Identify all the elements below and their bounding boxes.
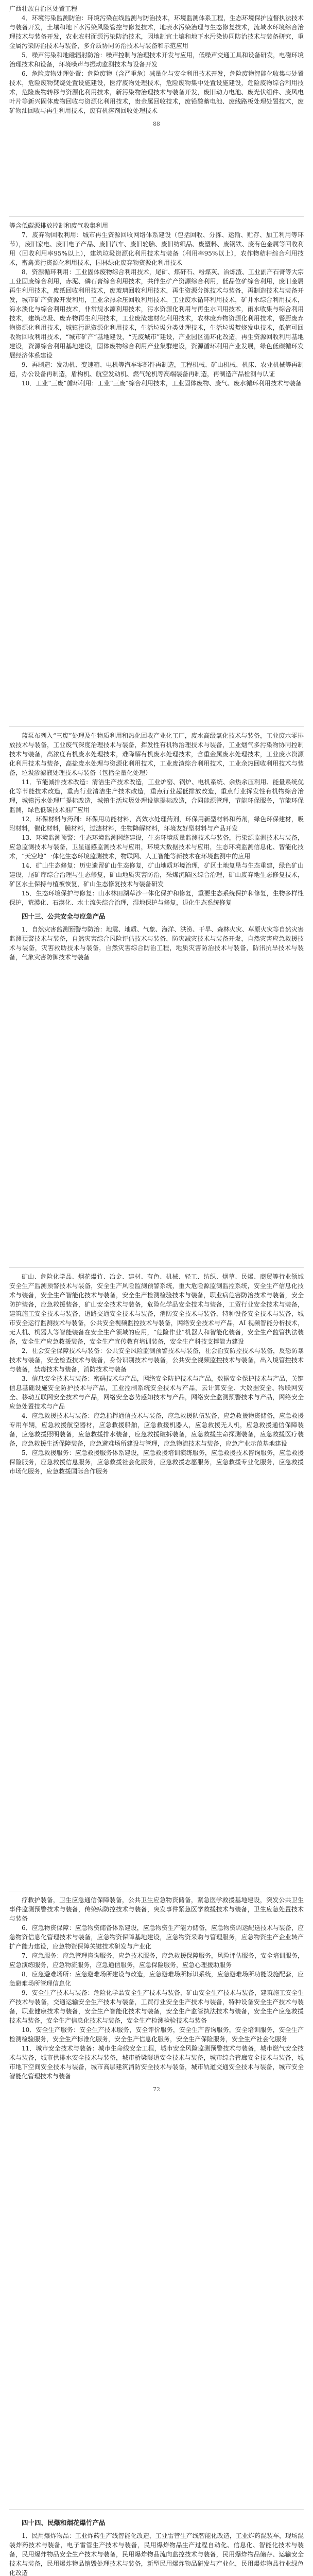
- body-paragraph: 5．应急救援服务：应急救援服务体系建设，应急救援培训演练服务，应急救援技术咨询服务，应急救援保险服务，应急救援信息服务，应急救援社会化服务，应急救援志愿服务，应急救援专业化服务，应急救援市场化服务，应急救援国际合作服务: [9, 1449, 304, 1475]
- page-segment: [9, 1267, 304, 1891]
- body-paragraph: 15．生态环境保护与修复：山水林田湖草沙一体化保护和修复，重要生态系统保护和修复，生物多样性保护，荒漠化、石漠化、水土流失综合治理，湿地保护与修复，退化生态系统修复: [9, 890, 304, 906]
- body-paragraph: 蓝泵布列入“三废”处理及生物质利用和热化回收产业化工厂，废水高级氧化技术与装备，工业废水零排放技术与装备，工业废气深度治理技术与装备，挥发性有机物治理技术与装备，工业烟气多污染物协同控制技术与装备，高浓度有机废水处理技术，难降解有机废水处理技术，含重金属废水处理技术，工业废水资源化利用技术与装备，高盐废水处理与资源化利用技术，工业废渣综合利用技术，工业余热回收利用技术与装备，垃圾渗滤液处理技术与装备（包括全量化处理）: [9, 732, 304, 776]
- page-segment: [9, 2509, 304, 2576]
- body-paragraph: 矿山、危险化学品、烟花爆竹、冶金、建材、有色、机械、轻工、纺织、烟草、民爆、商贸等行业领域安全生产监测预警技术与装备，安全生产风险监测预警系统，重大危险源监测监控系统，安全生产信息化技术与装备，安全生产智能化技术与装备，安全生产检测检验技术与装备，职业病危害防治技术与装备，安全防护装备，应急救援装备，矿山安全技术与装备，危险化学品安全技术与装备，工贸行业安全技术与装备，建筑施工安全技术与装备，道路交通安全技术与装备，消防安全技术与装备，特种设备安全技术与装备，城市安全运行监测技术与装备，公共安全视频监控技术与装备，网络安全技术与产品，AI 视频智能分析技术，无人机、机器人等智能装备在安全生产领域的应用，“危险作业”机器人和智能化装备，安全生产监管执法装备，安全生产应急救援装备，安全生产宣传教育培训装备，安全生产科技支撑能力建设: [9, 1273, 304, 1345]
- body-paragraph: 6．危险废物处理处置：危险废物（含严重危）减量化与安全利用技术开发，危险废物智能化收集与处置技术，危险废物焚烧处置设施建设，医疗废物处理技术，危险废物集中处置设施建设，危险废物综合利用技术，危险废物转移与资源化利用技术，新污染物治理技术与装备开发，废旧动力电池、废光伏组件、废风电叶片等新兴固体废物回收与资源化利用技术，贵金属回收技术，废铅酸蓄电池、废线路板处理处置技术，废矿物油回收与再生利用技术，废有机溶剂回收处理技术: [9, 70, 304, 114]
- body-paragraph: 12．环保材料与药剂：环保用功能材料，高效水处理药剂，环保用新型材料和药剂，绿色环保建材，吸附材料，催化材料，膜材料，过滤材料，生物降解材料，环境友好型材料与产品开发: [9, 816, 304, 832]
- body-paragraph: 7．废弃物回收利用：城市再生资源回收网络体系建设（包括回收、分拣、运输、贮存、加工利用等环节），废旧家电、废旧电子产品、废旧汽车、废旧轮胎、废旧纺织品、废塑料、废钢铁、废有色金属等回收利用（回收利用率95%以上），建筑垃圾资源化利用技术与装备（利用率95%以上），农作物秸秆综合利用技术，畜禽粪污资源化利用技术，园林绿化废弃物资源化利用技术: [9, 231, 304, 266]
- body-paragraph: 14．矿山生态修复：历史遗留矿山生态修复，矿山地质环境治理，矿区土地复垦与生态重建，绿色矿山建设，尾矿库综合治理与生态修复，矿山地质灾害防治，采煤沉陷区综合治理，矿山废弃地生态修复技术，矿区水土保持与植被恢复，矿山生态修复技术与装备研发: [9, 862, 304, 888]
- body-paragraph: 11．城市安全技术与装备：城市生命线安全工程，城市安全风险监测预警技术与装备，城市燃气安全技术与装备，城市供排水安全技术与装备，城市桥梁隧道安全技术与装备，城市综合管廊安全技术与装备，城市地下空间安全技术与装备，城市高层建筑消防安全技术与装备，城市轨道交通安全技术与装备，城市安全智能化管理技术与装备: [9, 2045, 304, 2080]
- body-paragraph: 7．应急服务：应急管理咨询服务，应急技术服务，应急救援保障服务，风险评估服务，安全培训服务，应急演练服务，应急物流服务，应急通信服务，应急保险服务，应急心理援助服务: [9, 1952, 304, 1969]
- body-paragraph: 3．信息安全技术与装备：密码技术与产品，网络安全防护技术与产品，数据安全保护技术与产品，关键信息基础设施安全防护技术与产品，工业控制系统安全技术与产品，云计算安全、大数据安全、物联网安全、移动互联网安全技术与产品，网络安全态势感知技术与产品，网络安全监测预警技术与产品，网络安全应急处置技术与产品: [9, 1375, 304, 1410]
- body-paragraph: 6．应急物资保障：应急物资储备体系建设，应急物资生产能力储备，应急物资调运配送技术与装备，应急物资信息化管理技术与装备，应急物资保障基地建设，应急物资采购与管理服务，应急物资生产企业转产扩产能力建设，应急物资保障关键技术研发与产业化: [9, 1924, 304, 1950]
- page-segment: [9, 726, 304, 1267]
- body-paragraph: 等含低碳源排放控制和废气收集利用: [9, 222, 109, 229]
- section-heading: 四十三、公共安全与应急产品: [22, 912, 106, 920]
- body-paragraph: 10．工业“三废”循环利用：工业“三废”综合利用技术，工业固体废物、废气、废水循环利用技术与装备: [22, 380, 302, 387]
- body-paragraph: 疗救护装备，卫生应急通信保障装备，公共卫生应急物资储备，紧急医学救援基地建设，突发公共卫生事件监测预警技术与装备，传染病防控技术与装备，突发事件紧急医学救援技术与装备，卫生应急处置技术与装备: [9, 1896, 304, 1922]
- body-paragraph: 9．安全生产技术与装备：危险化学品安全生产技术与装备，矿山安全生产技术与装备，建筑施工安全生产技术与装备，交通运输安全生产技术与装备，工贸行业安全生产技术与装备，特种设备安全生产技术与装备，职业健康技术与装备，安全生产智能化技术与装备，安全生产监管执法技术与装备，安全生产应急救援技术与装备，安全生产信息化技术与装备，安全生产检测检验技术与装备: [9, 1989, 304, 2024]
- section-heading: 四十四、民爆和烟花爆竹产品: [22, 2519, 106, 2527]
- page-number: 72: [153, 2086, 160, 2093]
- body-paragraph: 1．民用爆炸物品：工业炸药生产线智能化改造，工业雷管生产线智能化改造，工业炸药混装车，现场混装炸药技术与装备，电子雷管生产技术与装备，民用爆炸物品生产过程自动化、信息化、智能化技术与装备，民用爆炸物品安全生产技术与装备，民用爆炸物品流向监控技术与装备，民用爆炸物品储存、运输安全技术与装备，民用爆炸物品销毁处理技术与装备，新型民用爆炸物品研发与产业化，民用爆炸物品行业绿色化改造: [9, 2532, 304, 2576]
- body-paragraph: 4．应急救援技术与装备：应急指挥通信技术与装备，应急救援队伍装备，应急救援物资储备，应急救援专用车辆，应急救援航空器材，应急救援船舶，应急救援机器人，应急救援无人机，应急救援通信保障装备，应急救援照明装备，应急救援排水装备，应急救援破拆装备，应急救援生命探测装备，应急救援医疗装备，应急救援生活保障装备，应急避难场所建设与管理，应急物流技术与装备，应急产业示范基地建设: [9, 1412, 304, 1447]
- body-paragraph: 9．再制造：发动机、变速箱、电机等汽车零部件再制造，工程机械、矿山机械、机床、农业机械等再制造，办公设备再制造，盾构机、航空发动机、燃气轮机等高端装备再制造，再制造产品检测与认证: [9, 361, 304, 378]
- body-paragraph: 13．环境监测预警：生态环境监测网络建设，生态环境质量监测技术与装备，污染源监测技术与装备，应急监测技术与装备，卫星遥感监测技术与应用，环境大数据技术与应用，生态环境监测信息化、智能化技术，“天空地”一体化生态环境监测技术，物联网、人工智能等新技术在环境监测中的应用: [9, 834, 304, 860]
- body-paragraph: 1．自然灾害监测预警与防治：地震、地质、气象、海洋、洪涝、干旱、森林火灾、草原火灾等自然灾害监测预警技术与装备，自然灾害综合风险评估技术与装备，防灾减灾技术与装备开发，自然灾害应急救援技术与装备，灾害救助技术与装备，自然灾害综合防治工程，地质灾害防治技术与装备，防汛抗旱技术与装备，气象灾害防御技术与装备: [9, 926, 304, 961]
- body-paragraph: 5．噪声污染和地磁辐射防治：噪声控制与治理技术开发与应用，低噪声交通工具和设备研发，电磁环境治理技术和设备，环境噪声与振动监测技术与设备开发: [9, 52, 304, 68]
- body-paragraph: 广西壮族自治区处置工程: [9, 5, 78, 12]
- page-segment: [9, 1891, 304, 2509]
- body-paragraph: 8．应急避难场所：应急避难场所建设与改造，应急避难场所标识系统，应急避难场所功能设施配套，应急避难场所管理信息化: [9, 1971, 304, 1987]
- body-paragraph: 8．资源循环利用：工业固体废物综合利用技术，尾矿、煤矸石、粉煤灰、冶炼渣、工业副产石膏等大宗工业固废综合利用，赤泥、磷石膏综合利用技术，共伴生矿产资源综合利用，低品位矿综合利用，废旧金属再生利用技术，废纸回收利用技术，废玻璃回收利用技术，再生资源分拣技术与装备，再制造技术与装备开发，城市矿产资源开发利用，工业余热余压回收利用技术，工业废水循环利用技术，矿井水综合利用技术，海水淡化与综合利用技术，非常规水源利用技术，污水资源化利用与再生水回用技术，雨水收集与综合利用技术，建筑垃圾、废弃物再生利用技术，工业废渣建材化利用技术，农林废弃物资源化利用技术，餐厨废弃物资源化利用技术，城镇污泥资源化利用技术，生活垃圾分类处理技术，生活垃圾焚烧发电技术，低值可回收物回收利用技术，“城市矿产”基地建设，“无废城市”建设，产业园区循环化改造，再生资源回收利用基地建设，资源综合利用基地建设，固体废物综合利用产业集群建设，资源循环利用产业发展，绿色低碳循环发展经济体系建设: [9, 268, 304, 359]
- page-number: 88: [153, 121, 160, 127]
- body-paragraph: 2．社会安全保障技术与装备：公共安全风险监测预警技术与装备，社会治安防控技术与装备，反恐防暴技术与装备，安全检查技术与装备，身份识别技术与装备，公共安全视频监控技术与装备，出入境管控技术与装备，禁毒技术与装备，消防技术与装备: [9, 1347, 304, 1373]
- body-paragraph: 10．安全生产服务：安全生产技术服务，安全评价服务，安全生产咨询服务，安全培训服务，安全生产检测检验服务，安全生产标准化服务，安全生产信息化服务，安全生产保险服务，安全生产社会化服务: [9, 2026, 304, 2043]
- page-segment: [9, 216, 304, 726]
- body-paragraph: 11．节能减排技术改造：清洁生产技术改造，工业炉窑、锅炉、电机系统、余热余压利用、能量系统优化等节能技术改造，重点行业清洁生产技术改造，重点行业超低排放改造，重点行业挥发性有机物综合治理，城镇污水处理厂提标改造，城镇生活垃圾处理设施提标改造，合同能源管理，节能环保服务，节能环保监测，绿色低碳技术推广应用: [9, 778, 304, 814]
- body-paragraph: 4．环境污染监测防治：环境污染在线监测与防治技术，环境监测体系工程，生态环境保护监督执法技术与装备开发，土壤和地下水污染风险管控与修复技术，地表水污染治理与生态修复技术，流域水环境综合治理技术与装备开发，农业农村面源污染防治技术，因地制宜土壤和地下水污染协同防治技术与装备研究，重金属污染防治技术与装备，多介质协同防治技术与装备和示范应用: [9, 14, 304, 49]
- page-segment: [9, 0, 304, 216]
